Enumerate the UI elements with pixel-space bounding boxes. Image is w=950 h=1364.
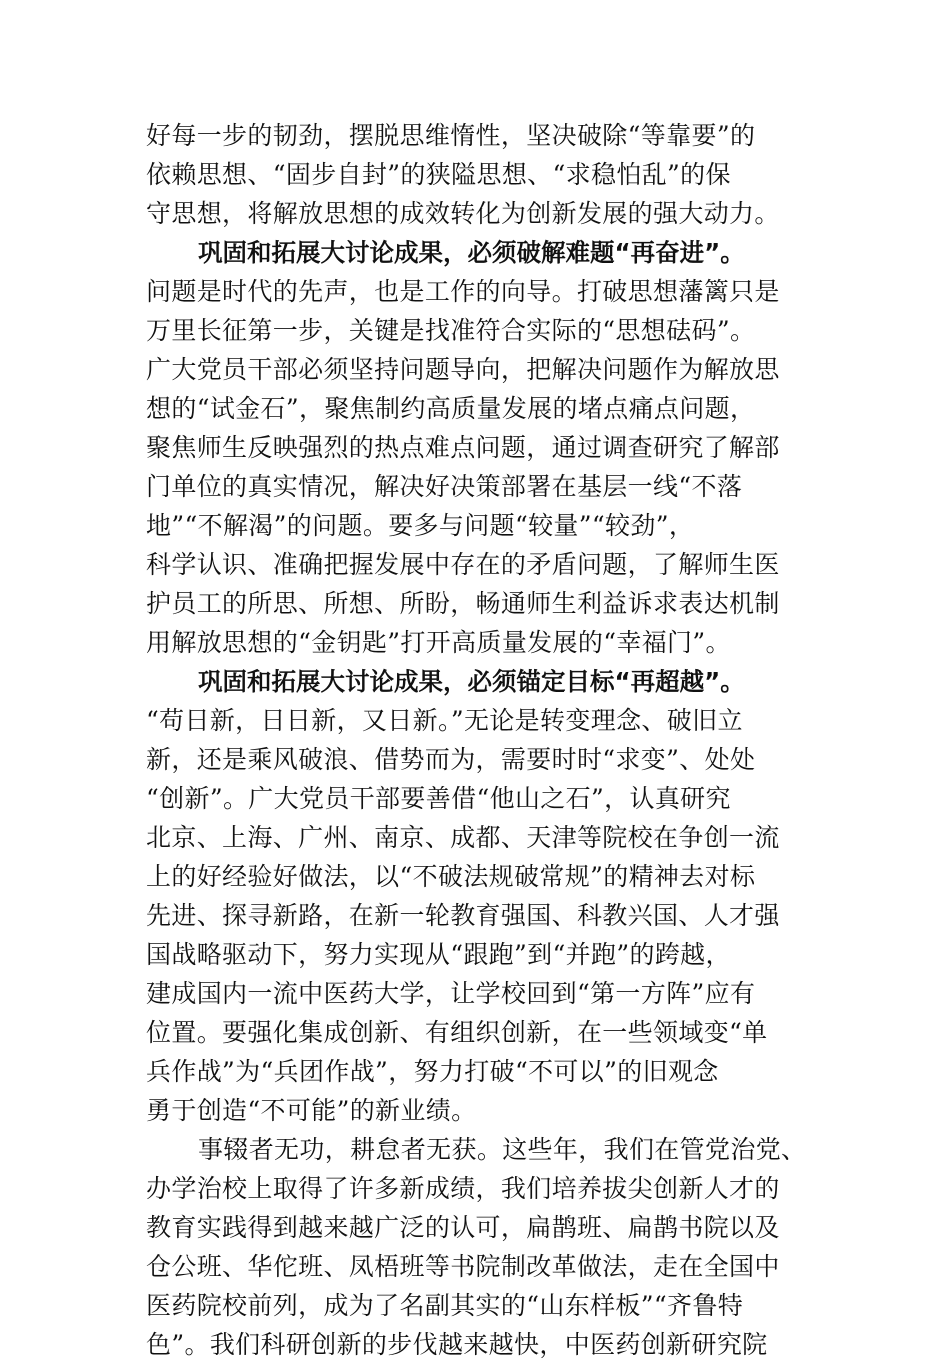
text-line: “苟日新，日日新，又日新。”无论是转变理念、破旧立 xyxy=(146,706,743,735)
text-line: 兵作战”为“兵团作战”，努力打破“不可以”的旧观念 xyxy=(146,1057,719,1086)
text-line: 事辍者无功，耕怠者无获。这些年，我们在管党治党、 xyxy=(198,1135,807,1164)
text-line: 国战略驱动下，努力实现从“跟跑”到“并跑”的跨越， xyxy=(146,940,731,969)
text-line: 勇于创造“不可能”的新业绩。 xyxy=(146,1096,477,1125)
text-line: “创新”。广大党员干部要善借“他山之石”，认真研究 xyxy=(146,784,731,813)
text-line: 色”。我们科研创新的步伐越来越快，中医药创新研究院 xyxy=(146,1330,768,1359)
text-line: 地”“不解渴”的问题。要多与问题“较量”“较劲”， xyxy=(146,511,695,540)
text-line: 先进、探寻新路，在新一轮教育强国、科教兴国、人才强 xyxy=(146,901,780,930)
text-line: 上的好经验好做法，以“不破法规破常规”的精神去对标 xyxy=(146,862,756,891)
section-heading-line: 巩固和拓展大讨论成果，必须锚定目标“再超越”。 xyxy=(198,667,745,696)
text-line: 北京、上海、广州、南京、成都、天津等院校在争创一流 xyxy=(146,823,780,852)
text-line: 新，还是乘风破浪、借势而为，需要时时“求变”、处处 xyxy=(146,745,756,774)
text-line: 依赖思想、“固步自封”的狭隘思想、“求稳怕乱”的保 xyxy=(146,160,731,189)
text-line: 仓公班、华佗班、凤梧班等书院制改革做法，走在全国中 xyxy=(146,1252,780,1281)
text-line: 办学治校上取得了许多新成绩，我们培养拔尖创新人才的 xyxy=(146,1174,780,1203)
text-line: 想的“试金石”，聚焦制约高质量发展的堵点痛点问题， xyxy=(146,394,756,423)
text-line: 门单位的真实情况，解决好决策部署在基层一线“不落 xyxy=(146,472,743,501)
text-line: 问题是时代的先声，也是工作的向导。打破思想藩篱只是 xyxy=(146,277,780,306)
text-line: 建成国内一流中医药大学，让学校回到“第一方阵”应有 xyxy=(146,979,756,1008)
text-line: 位置。要强化集成创新、有组织创新，在一些领域变“单 xyxy=(146,1018,768,1047)
text-line: 聚焦师生反映强烈的热点难点问题，通过调查研究了解部 xyxy=(146,433,780,462)
text-line: 好每一步的韧劲，摆脱思维惰性，坚决破除“等靠要”的 xyxy=(146,121,756,150)
body-text xyxy=(146,116,826,1364)
text-line: 广大党员干部必须坚持问题导向，把解决问题作为解放思 xyxy=(146,355,780,384)
text-line: 用解放思想的“金钥匙”打开高质量发展的“幸福门”。 xyxy=(146,628,731,657)
text-line: 教育实践得到越来越广泛的认可，扁鹊班、扁鹊书院以及 xyxy=(146,1213,780,1242)
text-line: 医药院校前列，成为了名副其实的“山东样板”“齐鲁特 xyxy=(146,1291,744,1320)
text-line: 科学认识、准确把握发展中存在的矛盾问题，了解师生医 xyxy=(146,550,780,579)
section-heading-line: 巩固和拓展大讨论成果，必须破解难题“再奋进”。 xyxy=(198,238,745,267)
text-line: 万里长征第一步，关键是找准符合实际的“思想砝码”。 xyxy=(146,316,756,345)
text-line: 守思想，将解放思想的成效转化为创新发展的强大动力。 xyxy=(146,199,780,228)
text-line: 护员工的所思、所想、所盼，畅通师生利益诉求表达机制 xyxy=(146,589,780,618)
